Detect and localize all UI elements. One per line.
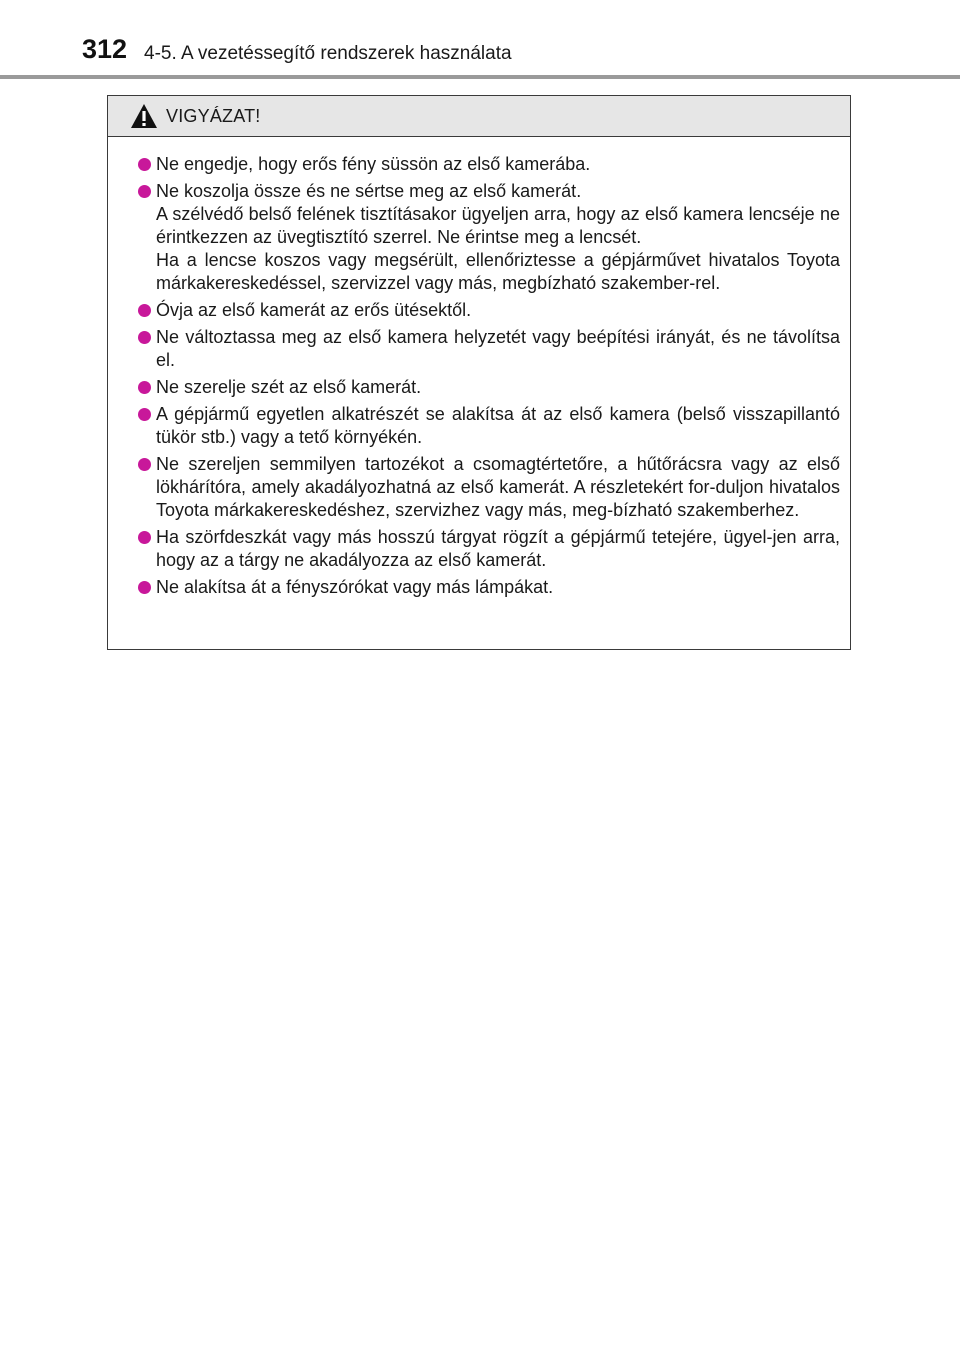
caution-item — [130, 153, 840, 176]
header-rule — [0, 75, 960, 79]
caution-item — [130, 299, 840, 322]
caution-list — [108, 137, 850, 599]
caution-item — [130, 376, 840, 399]
bullet-dot-icon — [138, 158, 151, 171]
caution-item-text: Ne alakítsa át a fényszórókat vagy más lámpákat. — [156, 577, 554, 597]
caution-item-text: Ne változtassa meg az első kamera helyzetét vagy beépítési irányát, és ne távolítsa el. — [156, 327, 840, 370]
caution-item — [130, 453, 840, 522]
caution-item-text: A szélvédő belső felének tisztításakor ügyeljen arra, hogy az első kamera lencséje ne érintkezzen az üvegtisztító szerrel. Ne érintse meg a lencsét. — [156, 204, 840, 247]
caution-item — [130, 576, 840, 599]
caution-item — [130, 403, 840, 449]
caution-item — [130, 180, 840, 295]
bullet-dot-icon — [138, 581, 151, 594]
warning-triangle-icon — [130, 103, 158, 129]
caution-header — [108, 96, 850, 137]
caution-item-text: Ha a lencse koszos vagy megsérült, ellenőriztesse a gépjárművet hivatalos Toyota márkakereskedéssel, szervizzel vagy más, megbízható szakember-rel. — [156, 250, 840, 293]
page-header — [0, 0, 960, 80]
bullet-dot-icon — [138, 458, 151, 471]
caution-item-text: Óvja az első kamerát az erős ütésektől. — [156, 300, 472, 320]
bullet-dot-icon — [138, 185, 151, 198]
caution-item-text: Ne engedje, hogy erős fény süssön az első kamerába. — [156, 154, 591, 174]
caution-item-text: Ne szerelje szét az első kamerát. — [156, 377, 422, 397]
caution-item-text: Ha szörfdeszkát vagy más hosszú tárgyat rögzít a gépjármű tetejére, ügyel-jen arra, hogy az a tárgy ne akadályozza az első kamerát. — [156, 527, 840, 570]
bullet-dot-icon — [138, 304, 151, 317]
caution-item-text: A gépjármű egyetlen alkatrészét se alakítsa át az első kamera (belső visszapillantó tükör stb.) vagy a tető környékén. — [156, 404, 840, 447]
caution-title: VIGYÁZAT! — [166, 106, 261, 126]
bullet-dot-icon — [138, 408, 151, 421]
caution-item-text: Ne koszolja össze és ne sértse meg az első kamerát. — [156, 181, 582, 201]
bullet-dot-icon — [138, 381, 151, 394]
caution-item — [130, 526, 840, 572]
caution-box — [107, 95, 851, 650]
section-title: 4-5. A vezetéssegítő rendszerek használata — [144, 43, 512, 64]
caution-item-text: Ne szereljen semmilyen tartozékot a csomagtértetőre, a hűtőrácsra vagy az első lökhárítóra, amely akadályozhatná az első kamerát. A részletekért for-duljon hivatalos Toyota márkakereskedéshez, szervizhez vagy más, meg-bízható szakemberhez. — [156, 454, 840, 520]
bullet-dot-icon — [138, 531, 151, 544]
caution-item — [130, 326, 840, 372]
page-number: 312 — [82, 34, 128, 64]
bullet-dot-icon — [138, 331, 151, 344]
